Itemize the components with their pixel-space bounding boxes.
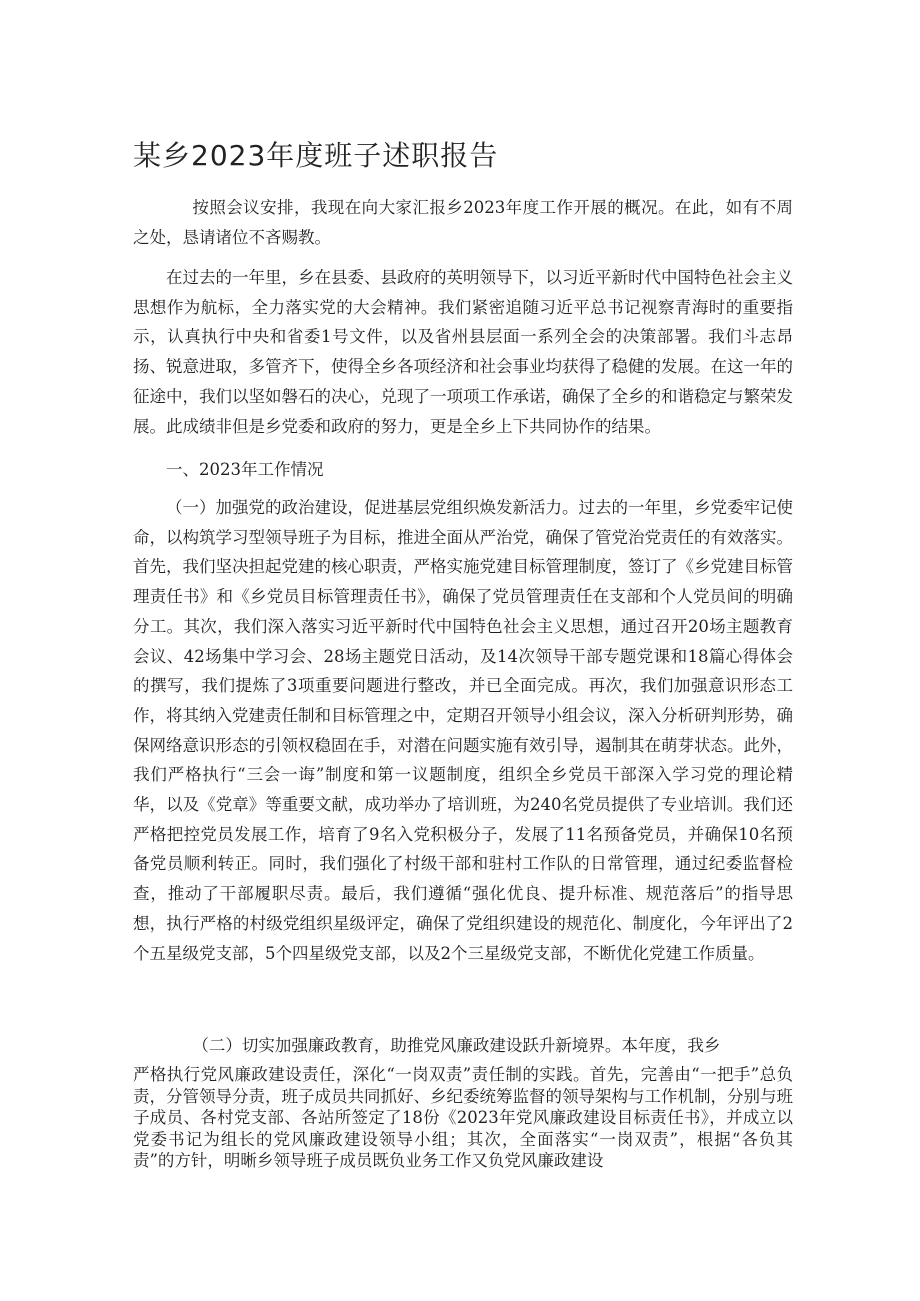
overview-paragraph: 在过去的一年里，乡在县委、县政府的英明领导下，以习近平新时代中国特色社会主义思想作为航标，全力落实党的大会精神。我们紧密追随习近平总书记视察青海时的重要指示，认真执行中央和省委1号文件，以及省州县层面一系列全会的决策部署。我们斗志昂扬、锐意进取，多管齐下，使得全乡各项经济和社会事业均获得了稳健的发展。在这一年的征途中，我们以坚如磐石的决心，兑现了一项项工作承诺，确保了全乡的和谐稳定与繁荣发展。此成绩非但是乡党委和政府的努力，更是全乡上下共同协作的结果。 (133, 268, 793, 436)
section-heading: 一、2023年工作情况 (166, 460, 324, 479)
document-title: 某乡2023年度班子述职报告 (133, 139, 499, 172)
intro-paragraph: 按照会议安排，我现在向大家汇报乡2023年度工作开展的概况。在此，如有不周之处，恳请诸位不吝赐教。 (133, 198, 793, 247)
item-two-body-paragraph: 严格执行党风廉政建设责任，深化“一岗双责”责任制的实践。首先，完善由“一把手”总负责，分管领导分责，班子成员共同抓好、乡纪委统筹监督的领导架构与工作机制，分别与班子成员、各村党支部、各站所签定了18份《2023年党风廉政建设目标责任书》，并成立以党委书记为组长的党风廉政建设领导小组；其次，全面落实“一岗双责”，根据“各负其责”的方针，明晰乡领导班子成员既负业务工作又负党风廉政建设 (133, 1065, 793, 1171)
item-one-paragraph: （一）加强党的政治建设，促进基层党组织焕发新活力。过去的一年里，乡党委牢记使命，以构筑学习型领导班子为目标，推进全面从严治党，确保了管党治党责任的有效落实。首先，我们坚决担起党建的核心职责，严格实施党建目标管理制度，签订了《乡党建目标管理责任书》和《乡党员目标管理责任书》，确保了党员管理责任在支部和个人党员间的明确分工。其次，我们深入落实习近平新时代中国特色社会主义思想，通过召开20场主题教育会议、42场集中学习会、28场主题党日活动，及14次领导干部专题党课和18篇心得体会的撰写，我们提炼了3项重要问题进行整改，并已全面完成。再次，我们加强意识形态工作，将其纳入党建责任制和目标管理之中，定期召开领导小组会议，深入分析研判形势，确保网络意识形态的引领权稳固在手，对潜在问题实施有效引导，遏制其在萌芽状态。此外，我们严格执行“三会一诲”制度和第一议题制度，组织全乡党员干部深入学习党的理论精华，以及《党章》等重要文献，成功举办了培训班，为240名党员提供了专业培训。我们还严格把控党员发展工作，培育了9名入党积极分子，发展了11名预备党员，并确保10名预备党员顺利转正。同时，我们强化了村级干部和驻村工作队的日常管理，通过纪委监督检查，推动了干部履职尽责。最后，我们遵循“强化优良、提升标准、规范落后”的指导思想，执行严格的村级党组织星级评定，确保了党组织建设的规范化、制度化，今年评出了2个五星级党支部，5个四星级党支部，以及2个三星级党支部，不断优化党建工作质量。 (133, 498, 793, 963)
item-two-lead-paragraph: （二）切实加强廉政教育，助推党风廉政建设跃升新境界。本年度，我乡 (192, 1036, 721, 1055)
